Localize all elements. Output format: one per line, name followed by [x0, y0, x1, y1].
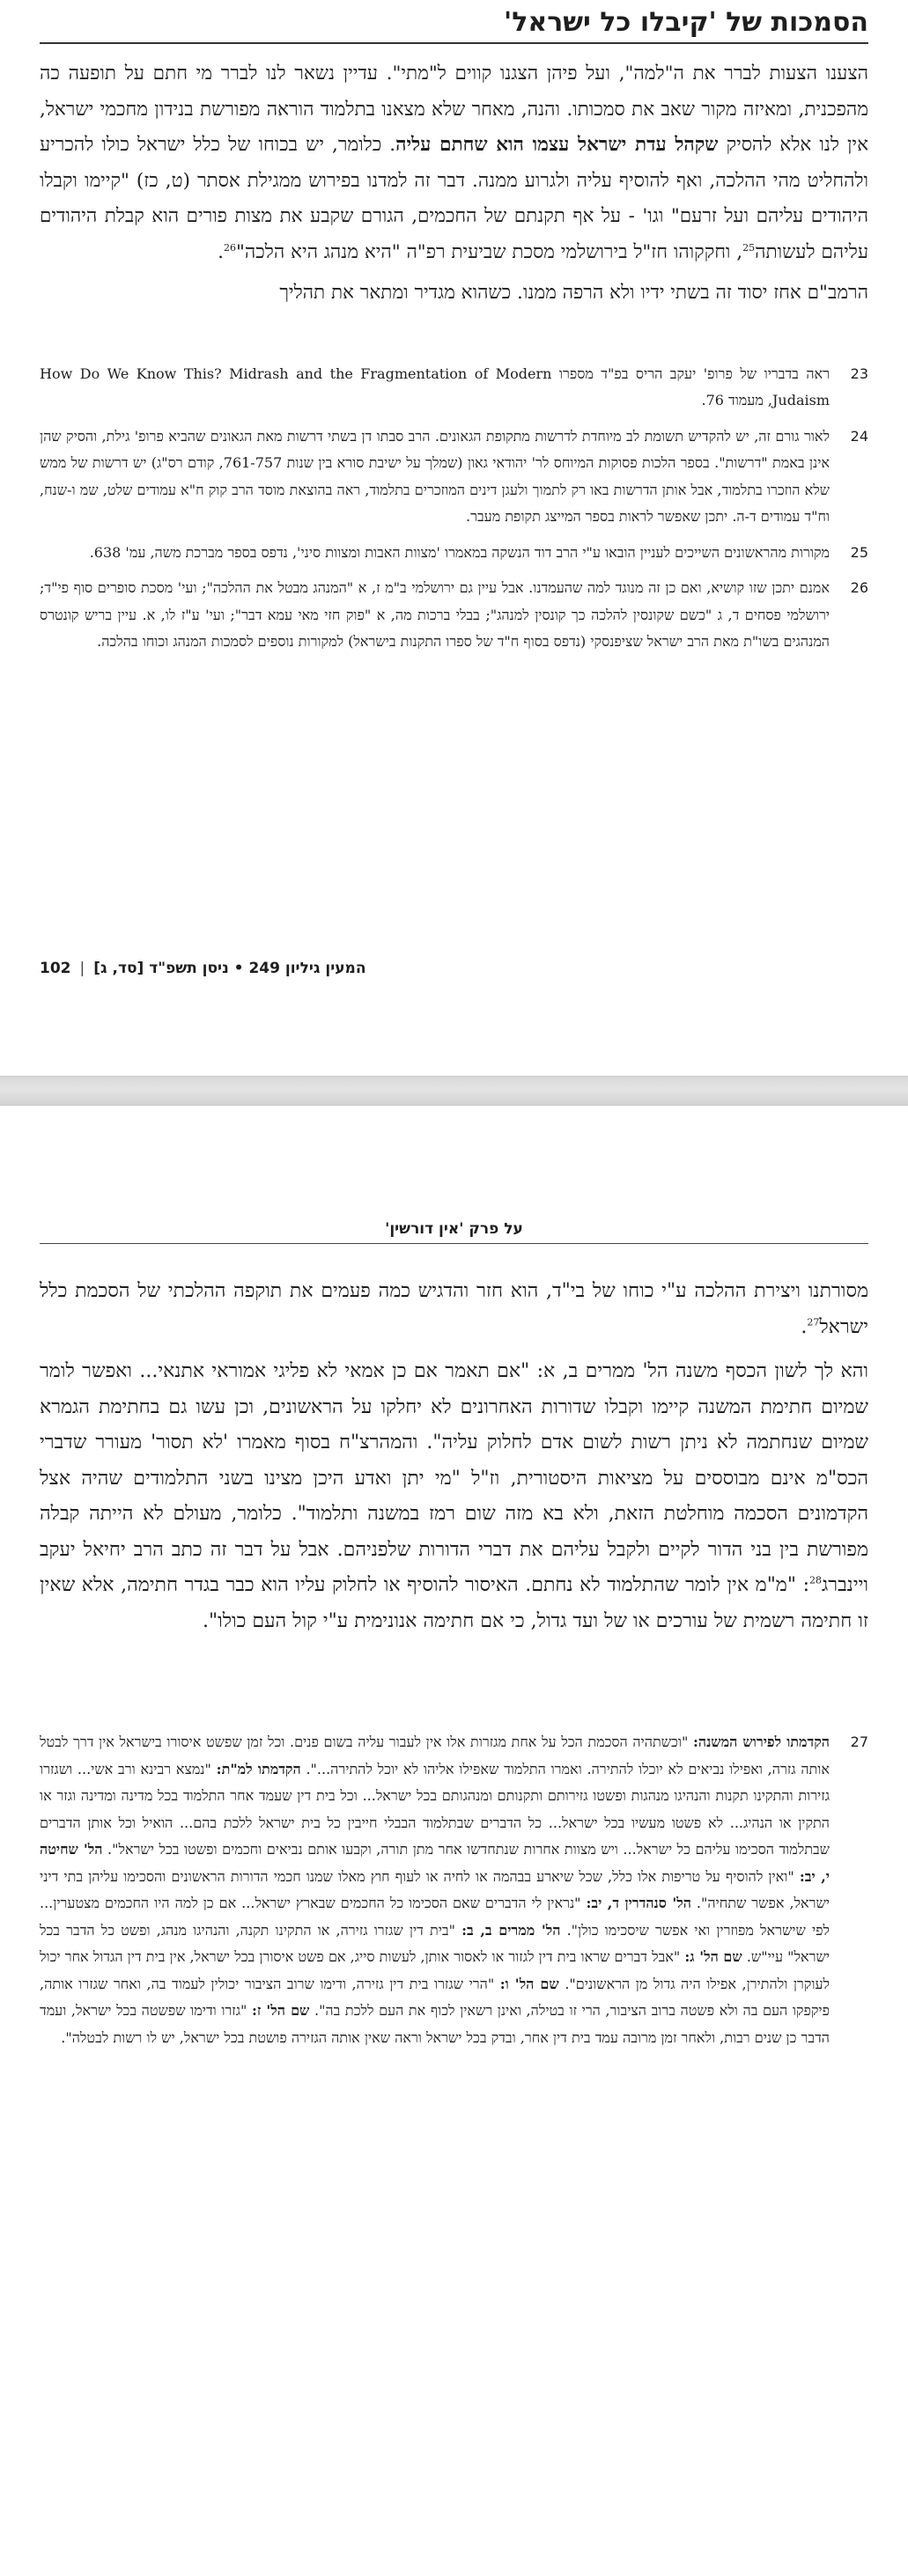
footnote-ref-28[interactable]: 28: [809, 1574, 822, 1586]
footnote-number: 25: [850, 543, 868, 561]
source-ref: הל' סנהדרין ד, יב:: [586, 1895, 691, 1911]
main-text: [40, 1274, 868, 1639]
source-ref: שם הל' ג:: [684, 1948, 742, 1965]
footnote-25: [40, 540, 868, 567]
footnote-number: 26: [850, 579, 868, 596]
footnote-23: [40, 361, 868, 415]
footnote-text: לאור גורם זה, יש להקדיש תשומת לב מיוחדת לדרשות מתקופת הגאונים. הרב סבתו דן בשתי דרשות מאת הגאונים שהביא פרופ' גילת, והסיק שהן אינן באמת "דרשות". בספר הלכות פסוקות המיוחס לר' יהודאי גאון (שמלך על ישיבת סורא בין שנות 761-757, קודם רס"ג) יש דרשות של ממש שלא הוזכרו בתלמוד, אבל אותן הדרשות באו רק לתמוך ולעגן דינים המוזכרים בתלמוד, ראה בהוצאת מוסד הרב קוק ח"א עמודים שלט, שמ ו-שנח, וח"ד עמודים ד-ה. יתכן שאפשר לראות בספר המייצג תקופת מעבר.: [40, 427, 830, 525]
source-ref: הקדמתו לפירוש המשנה:: [692, 1733, 830, 1750]
section-title: הסמכות של 'קיבלו כל ישראל': [40, 0, 868, 44]
footnote-ref-26[interactable]: 26: [224, 241, 237, 254]
quote-text: "נראין לי הדברים שאם הסכימו כל החכמים שבארץ ישראל... אם כן למה היו החכמים מצטערין... לפי שישראל מפוזרין ואי אפשר שיסכימו כולן".: [40, 1895, 830, 1939]
page-separator: [0, 1076, 908, 1106]
paragraph: הצענו הצעות לברר את ה"למה", ועל פיהן הצגנו קווים ל"מתי". עדיין נשאר לנו לברר מי חתם על תופעה כה מהפכנית, ומאיזה מקור שאב את סמכותו. והנה, מאחר שלא מצאנו בתלמוד הוראה מפורשת בנידון מחכמי ישראל, אין לנו אלא להסיק שקהל עדת ישראל עצמו הוא שחתם עליה. כלומר, יש בכוחו של כלל ישראל כולו להכריע ולהחליט מהי ההלכה, ואף להוסיף עליה ולגרוע ממנה. דבר זה למדנו בפירוש ממגילת אסתר (ט, כז) "קיימו וקבלו היהודים עליהם ועל זרעם" וגו' - על אף תקנתם של החכמים, הגורם שקבע את מצות פורים הוא קבלת היהודים עליהם לעשותה$^{25}$, וחקקוהו חז"ל בירושלמי מסכת שביעית רפ"ה "היא מנהג היא הלכה"$^{26}$.: [40, 63, 868, 263]
footnote-ref-27[interactable]: 27: [807, 1316, 820, 1328]
footnote-27: [40, 1729, 868, 2051]
quote-text: "אבל דברים שראו בית דין לגזור או לאסור אותן, לעשות סייג, אם פשט איסורן בכל ישראל, אין בית דין הגדול אחר יכול לעוקרן ולהתירן, אפילו היה גדול מן הראשונים".: [40, 1948, 830, 1992]
paragraph: והא לך לשון הכסף משנה הל' ממרים ב, א: "אם תאמר אם כן אמאי לא פליגי אמוראי אתנאי... ואפשר לומר שמיום חתימת המשנה קיימו וקבלו שדורות האחרונים לא יחלקו על הראשונים, וכן עשו גם בחתימת הגמרא שמיום שנחתמה לא ניתן רשות לשום אדם לחלוק עליה". והמהרצ"ח בסוף מאמרו 'לא תסור' מעורר שדברי הכס"מ אינם מבוססים על מציאות היסטורית, וז"ל "מי יתן ואדע היכן מצינו בשני התלמודים שהיה אצל הקדמונים הסכמה מוחלטת הזאת, ולא בא מזה שום רמז במשנה ותלמוד". כלומר, מעולם לא הייתה קבלה מפורשת בין בני הדור לקיים ולקבל עליהם את דברי הדורות שלפניהם. אבל על דבר זה כתב הרב יחיאל יעקב ויינברג$^{28}$: "מ"מ אין לומר שהתלמוד לא נחתם. האיסור להוסיף או לחלוק עליו הוא כבר בגדר חתימה, אלא שאין זו חתימה רשמית של עורכים או של ועד גדול, כי אם חתימה אנונימית ע"י קול העם כולו".: [40, 1360, 868, 1632]
quote-text: "בית דין שגזרו גזירה, או התקינו תקנה, והנהיגו מנהג, ופשט כל הדבר בכל ישראל" עיי"ש.: [40, 1921, 830, 1965]
quote-text: "נמצא רבינא ורב אשי... ושגזרו גזירות והתקינו תקנות והנהיגו מנהגות ופשטו גזירותם ותקנותם ומנהגותם בכל ישראל... וכל בית דין שעמד אחר התלמוד בכל מדינה ומדינה וגזר או התקין או הנהיג... לא פשטו מעשיו בכל ישראל... כל הדברים שבתלמוד הבבלי חייבין כל בית ישראל ללכת בהם... הואיל וכל אותן הדברים שבתלמוד הסכימו עליהם כל ישראל... ויש מצוות אחרות שנתחדשו אחר מתן תורה, וקבעו אותם נביאים וחכמים ופשטו בכל ישראל".: [40, 1760, 830, 1858]
emphasis: שקהל עדת ישראל עצמו הוא שחתם עליה: [395, 134, 719, 156]
footnote-26: [40, 575, 868, 656]
footnotes: [40, 361, 868, 656]
source-ref: הל' ממרים ב, ב:: [461, 1921, 561, 1939]
paragraph: הרמב"ם אחז יסוד זה בשתי ידיו ולא הרפה ממנו. כשהוא מגדיר ומתאר את תהליך: [279, 282, 868, 304]
footnotes: [40, 1729, 868, 2051]
footnote-text: [40, 1729, 830, 2051]
footnote-text: אמנם יתכן שזו קושיא, ואם כן זה מנוגד למה שהעמדנו. אבל עיין גם ירושלמי ב"מ ז, א "המנהג מבטל את ההלכה"; ועי' מסכת סופרים סוף פי"ד; ירושלמי פסחים ד, ג "כשם שקונסין להלכה כך קונסין למנהג"; בבלי ברכות מה, א "פוק חזי מאי עמא דבר"; ועי' ע"ז לו, א. עיין בריש קונטרס המנהגים בשו"ת מאת הרב ישראל שציפנסקי (נדפס בסוף ח"ד של ספרו התקנות בישראל) למקורות נוספים לסמכות המנהג וכוחו בהלכה.: [40, 579, 830, 650]
quote-text: "גזרו ודימו שפשטה בכל ישראל, ועמד הדבר כן שנים רבות, ולאחר זמן מרובה עמד בית דין אחר, ובדק בכל ישראל וראה שאין אותה הגזירה פושטת בכל ישראל, יש לו רשות לבטלה".: [40, 2002, 830, 2046]
footnote-number: 27: [850, 1733, 868, 1750]
source-ref: שם הל' ו:: [499, 1975, 559, 1992]
source-ref: שם הל' ז:: [251, 2002, 310, 2019]
source-ref: הקדמתו למ"ת:: [216, 1760, 301, 1777]
page-102: [0, 0, 908, 1076]
paragraph: מסורתנו ויצירת ההלכה ע"י כוחו של בי"ד, הוא חזר והדגיש כמה פעמים את תוקפה ההלכתי של הסכמת כלל ישראל$^{27}$.: [40, 1280, 868, 1338]
page-103: [0, 1220, 908, 2576]
page-number: 102: [40, 960, 71, 977]
footnote-number: 23: [850, 364, 868, 382]
main-text: [40, 56, 868, 312]
page-footer: [40, 960, 366, 977]
quote-text: "ואין להוסיף על טריפות אלו כלל, שכל שיארע בבהמה או לחיה או לעוף חוץ מאלו שמנו חכמי הדורות הראשונים והסכימו עליהן בתי דיני ישראל, אפשר שתחיה".: [40, 1867, 830, 1911]
journal-info: המעין גיליון 249 • ניסן תשפ"ד [סד, ג]: [93, 960, 366, 977]
footnote-number: 24: [850, 427, 868, 445]
separator: |: [79, 960, 85, 977]
running-header: על פרק 'אין דורשין': [40, 1220, 868, 1244]
footnote-text: מקורות מהראשונים השייכים לעניין הובאו ע"י הרב דוד הנשקה במאמרו 'מצוות האבות ומצוות סיני', נדפס בספר מברכת משה, עמ' 638.: [89, 543, 830, 561]
footnote-ref-25[interactable]: 25: [742, 241, 756, 254]
footnote-text: ראה בדבריו של פרופ' יעקב הריס בפ"ד מספרו How Do We Know This? Midrash and the Fragmentation of Modern Judaism, מעמוד 76.: [40, 364, 830, 408]
source-ref: הל' שחיטה י, יב:: [40, 1841, 830, 1885]
footnote-24: [40, 423, 868, 531]
book-title: How Do We Know This? Midrash and the Fragmentation of Modern Judaism: [40, 364, 830, 408]
quote-text: "וכשתהיה הסכמת הכל על אחת מגזרות אלו אין לעבור עליה בשום פנים. וכל זמן שפשט איסורו בישראל אין דרך לבטל אותה גזרה, ואפילו נביאים לא יוכלו להתירה. ואמרו התלמוד שאפילו אליהו לא יוכל להתירה...".: [40, 1733, 830, 1777]
quote-text: "הרי שגזרו בית דין גזירה, ודימו שרוב הציבור יכולין לעמוד בה, ואחר שגזרו אותה, פיקפקו העם בה ולא פשטה ברוב הציבור, הרי זו בטילה, ואינן רשאין לכוף את העם ללכת בה".: [40, 1975, 830, 2019]
